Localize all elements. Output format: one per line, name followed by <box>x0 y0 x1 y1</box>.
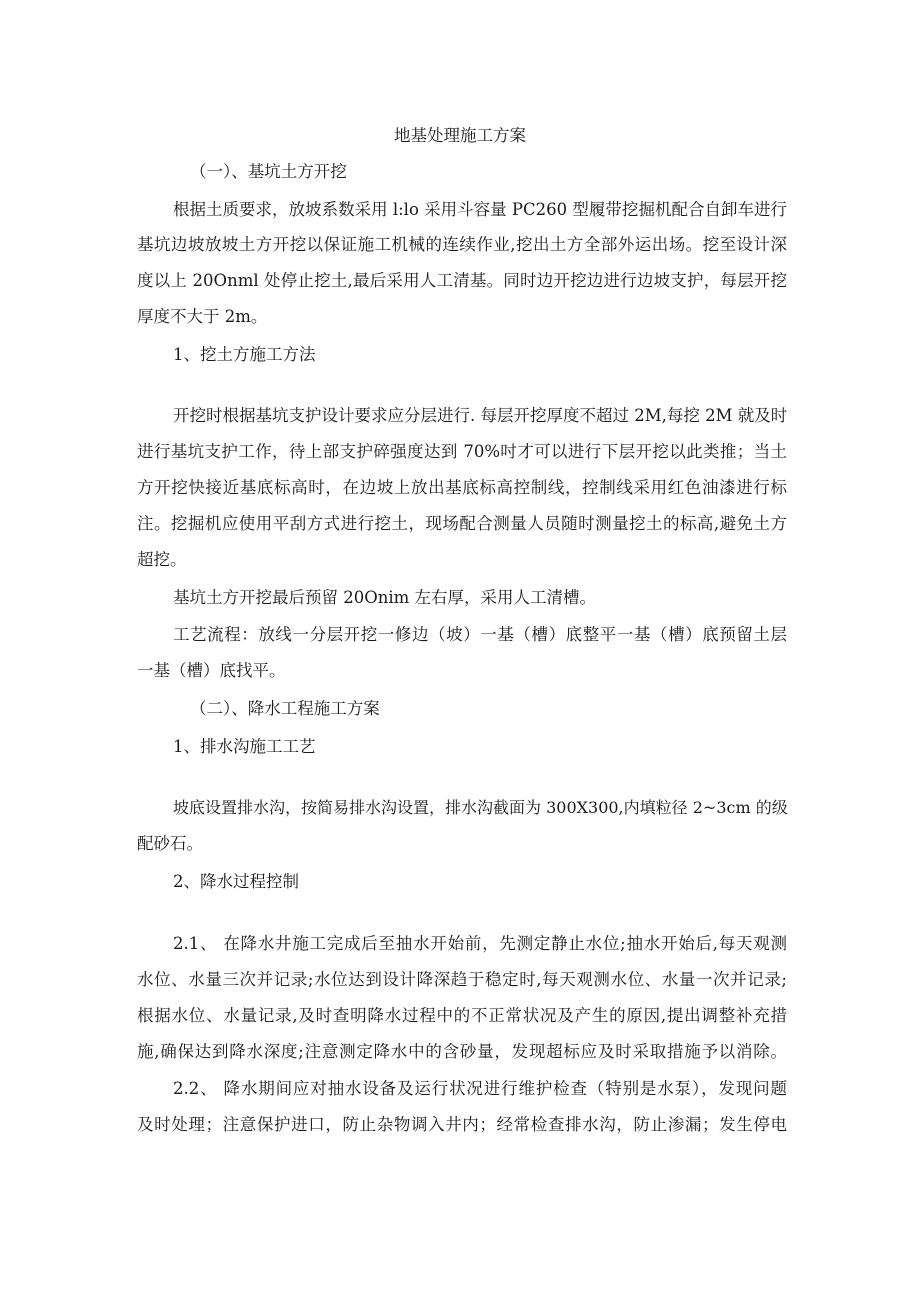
paragraph-line: 厚度不大于 2m。 <box>137 307 268 326</box>
section-heading-dewatering: （二）、降水工程施工方案 <box>190 699 380 718</box>
paragraph-line: 度以上 20Onml 处停止挖土,最后采用人工清基。同时边开挖边进行边坡支护，每层开挖 <box>137 271 787 290</box>
paragraph-line: 2.1、 在降水井施工完成后至抽水开始前，先测定静止水位;抽水开始后,每天观测 <box>173 934 787 953</box>
subheading-excavation-method: 1、挖土方施工方法 <box>173 345 316 364</box>
paragraph-line: 水位、水量三次并记录;水位达到设计降深趋于稳定时,每天观测水位、水量一次并记录; <box>137 970 787 989</box>
paragraph-line: 基坑土方开挖最后预留 20Onim 左右厚，采用人工清槽。 <box>173 588 597 607</box>
subheading-drainage-ditch: 1、排水沟施工工艺 <box>173 737 316 756</box>
paragraph-line: 方开挖快接近基底标高时，在边坡上放出基底标高控制线，控制线采用红色油漆进行标 <box>137 478 787 497</box>
paragraph-line: 工艺流程：放线一分层开挖一修边（坡）一基（槽）底整平一基（槽）底预留土层 <box>173 625 787 644</box>
paragraph-line: 2.2、 降水期间应对抽水设备及运行状况进行维护检查（特别是水泵），发现问题 <box>173 1079 787 1098</box>
paragraph-line: 施,确保达到降水深度;注意测定降水中的含砂量，发现超标应及时采取措施予以消除。 <box>137 1042 787 1061</box>
paragraph-line: 基坑边坡放坡土方开挖以保证施工机械的连续作业,挖出土方全部外运出场。挖至设计深 <box>137 235 787 254</box>
paragraph-line: 坡底设置排水沟，按简易排水沟设置，排水沟截面为 300X300,内填粒径 2~3cm 的级 <box>173 798 788 817</box>
document-title: 地基处理施工方案 <box>394 126 526 145</box>
paragraph-line: 根据水位、水量记录,及时查明降水过程中的不正常状况及产生的原因,提出调整补充措 <box>137 1006 787 1025</box>
paragraph-line: 根据土质要求，放坡系数采用 l:lo 采用斗容量 PC260 型履带挖掘机配合自卸车进行 <box>173 200 787 219</box>
paragraph-line: 及时处理；注意保护进口，防止杂物调入井内；经常检查排水沟，防止渗漏；发生停电 <box>137 1115 787 1134</box>
paragraph-line: 配砂石。 <box>137 834 203 853</box>
subheading-dewatering-control: 2、降水过程控制 <box>173 872 299 891</box>
paragraph-line: 进行基坑支护工作，待上部支护碎强度达到 70%吋才可以进行下层开挖以此类推；当土 <box>137 442 787 461</box>
section-heading-excavation: （一）、基坑土方开挖 <box>190 162 347 181</box>
paragraph-line: 注。挖掘机应使用平刮方式进行挖土，现场配合测量人员随时测量挖土的标高,避免土方 <box>137 514 787 533</box>
paragraph-line: 开挖时根据基坑支护设计要求应分层进行. 每层开挖厚度不超过 2M,每挖 2M 就及时 <box>173 406 788 425</box>
paragraph-line: 一基（槽）底找平。 <box>137 661 286 680</box>
paragraph-line: 超挖。 <box>137 550 187 569</box>
